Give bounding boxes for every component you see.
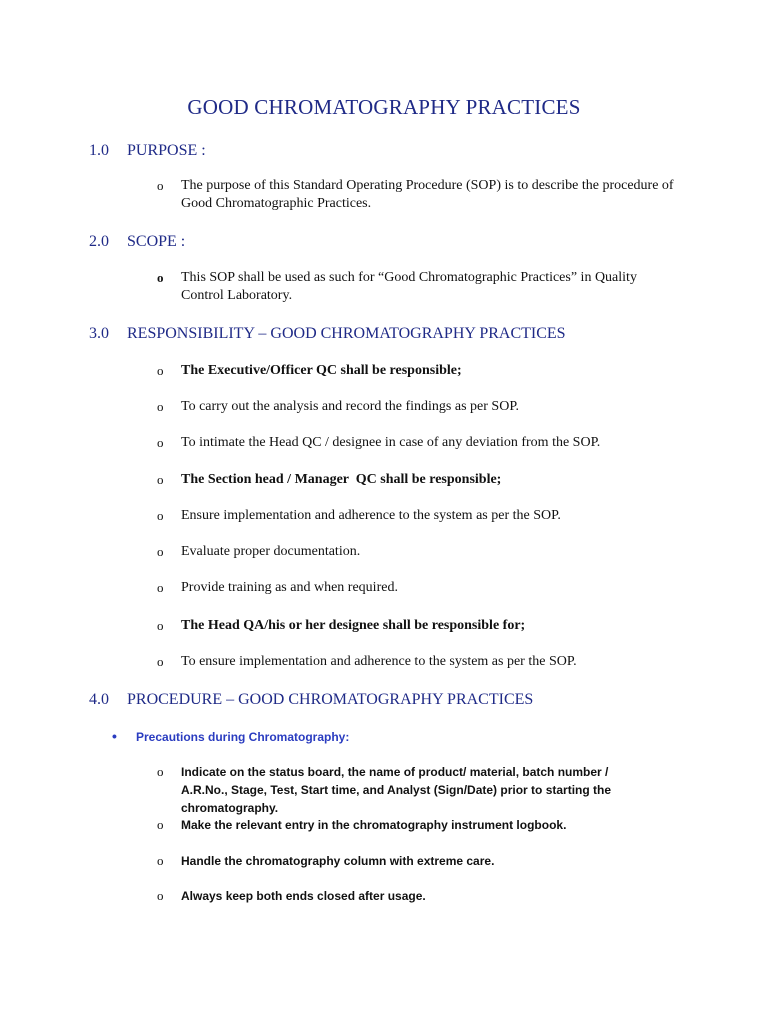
list-item-text: Indicate on the status board, the name of product/ material, batch number / A.R.No., Stage, Test, Start time, and Analyst (Sign/Date) prior to starting the chromatography. bbox=[181, 765, 612, 815]
subheading-text: Precautions during Chromatography: bbox=[136, 730, 350, 744]
list-item bbox=[157, 434, 677, 452]
list-item bbox=[157, 763, 657, 817]
circle-bullet-icon: o bbox=[157, 270, 164, 285]
section-number: 4.0 bbox=[89, 691, 109, 708]
circle-bullet-icon: o bbox=[157, 178, 164, 193]
list-item-text: The Executive/Officer QC shall be responsible; bbox=[181, 363, 462, 378]
list-item bbox=[157, 579, 677, 597]
section-title: SCOPE : bbox=[127, 233, 186, 250]
circle-bullet-icon: o bbox=[157, 580, 164, 595]
list-item bbox=[157, 362, 677, 380]
list-item-text: Handle the chromatography column with extreme care. bbox=[181, 854, 495, 868]
procedure-subheading bbox=[112, 727, 349, 746]
circle-bullet-icon: o bbox=[157, 399, 164, 414]
list-item-text: Always keep both ends closed after usage. bbox=[181, 889, 426, 903]
list-item-text: The Section head / Manager QC shall be responsible; bbox=[181, 472, 502, 487]
list-item-text: To ensure implementation and adherence to the system as per the SOP. bbox=[181, 654, 577, 669]
list-item-text: The Head QA/his or her designee shall be responsible for; bbox=[181, 618, 526, 633]
section-heading-procedure bbox=[89, 690, 533, 710]
list-item-text: Evaluate proper documentation. bbox=[181, 544, 361, 559]
list-item-text: This SOP shall be used as such for “Good Chromatographic Practices” in Quality Control Laboratory. bbox=[181, 270, 637, 303]
list-item-text: To carry out the analysis and record the findings as per SOP. bbox=[181, 399, 520, 414]
circle-bullet-icon: o bbox=[157, 888, 164, 903]
circle-bullet-icon: o bbox=[157, 853, 164, 868]
list-item bbox=[157, 816, 677, 834]
section-title: PROCEDURE – GOOD CHROMATOGRAPHY PRACTICES bbox=[127, 691, 534, 708]
circle-bullet-icon: o bbox=[157, 435, 164, 450]
list-item bbox=[157, 177, 677, 213]
circle-bullet-icon: o bbox=[157, 544, 164, 559]
list-item bbox=[157, 507, 677, 525]
list-item-text: The purpose of this Standard Operating Procedure (SOP) is to describe the procedure of Good Chromatographic Practices. bbox=[181, 178, 674, 211]
document-title: GOOD CHROMATOGRAPHY PRACTICES bbox=[187, 95, 581, 119]
list-item-text: Provide training as and when required. bbox=[181, 580, 398, 595]
circle-bullet-icon: o bbox=[157, 654, 164, 669]
section-title: PURPOSE : bbox=[127, 142, 206, 159]
list-item bbox=[157, 852, 677, 870]
section-number: 1.0 bbox=[89, 142, 109, 159]
circle-bullet-icon: o bbox=[157, 363, 164, 378]
section-heading-purpose bbox=[89, 141, 206, 161]
list-item bbox=[157, 887, 677, 905]
section-heading-scope bbox=[89, 232, 185, 252]
list-item bbox=[157, 269, 677, 305]
list-item-text: To intimate the Head QC / designee in case of any deviation from the SOP. bbox=[181, 435, 601, 450]
circle-bullet-icon: o bbox=[157, 508, 164, 523]
list-item bbox=[157, 617, 677, 635]
list-item bbox=[157, 398, 677, 416]
circle-bullet-icon: o bbox=[157, 472, 164, 487]
circle-bullet-icon: o bbox=[157, 817, 164, 832]
circle-bullet-icon: o bbox=[157, 618, 164, 633]
list-item bbox=[157, 471, 677, 489]
list-item-text: Ensure implementation and adherence to the system as per the SOP. bbox=[181, 508, 561, 523]
circle-bullet-icon: o bbox=[157, 764, 164, 779]
bullet-dot-icon: • bbox=[112, 728, 117, 744]
list-item bbox=[157, 653, 677, 671]
section-number: 3.0 bbox=[89, 325, 109, 342]
list-item-text: Make the relevant entry in the chromatography instrument logbook. bbox=[181, 818, 567, 832]
section-number: 2.0 bbox=[89, 233, 109, 250]
section-title: RESPONSIBILITY – GOOD CHROMATOGRAPHY PRACTICES bbox=[127, 325, 566, 342]
list-item bbox=[157, 543, 677, 561]
section-heading-responsibility bbox=[89, 324, 566, 344]
